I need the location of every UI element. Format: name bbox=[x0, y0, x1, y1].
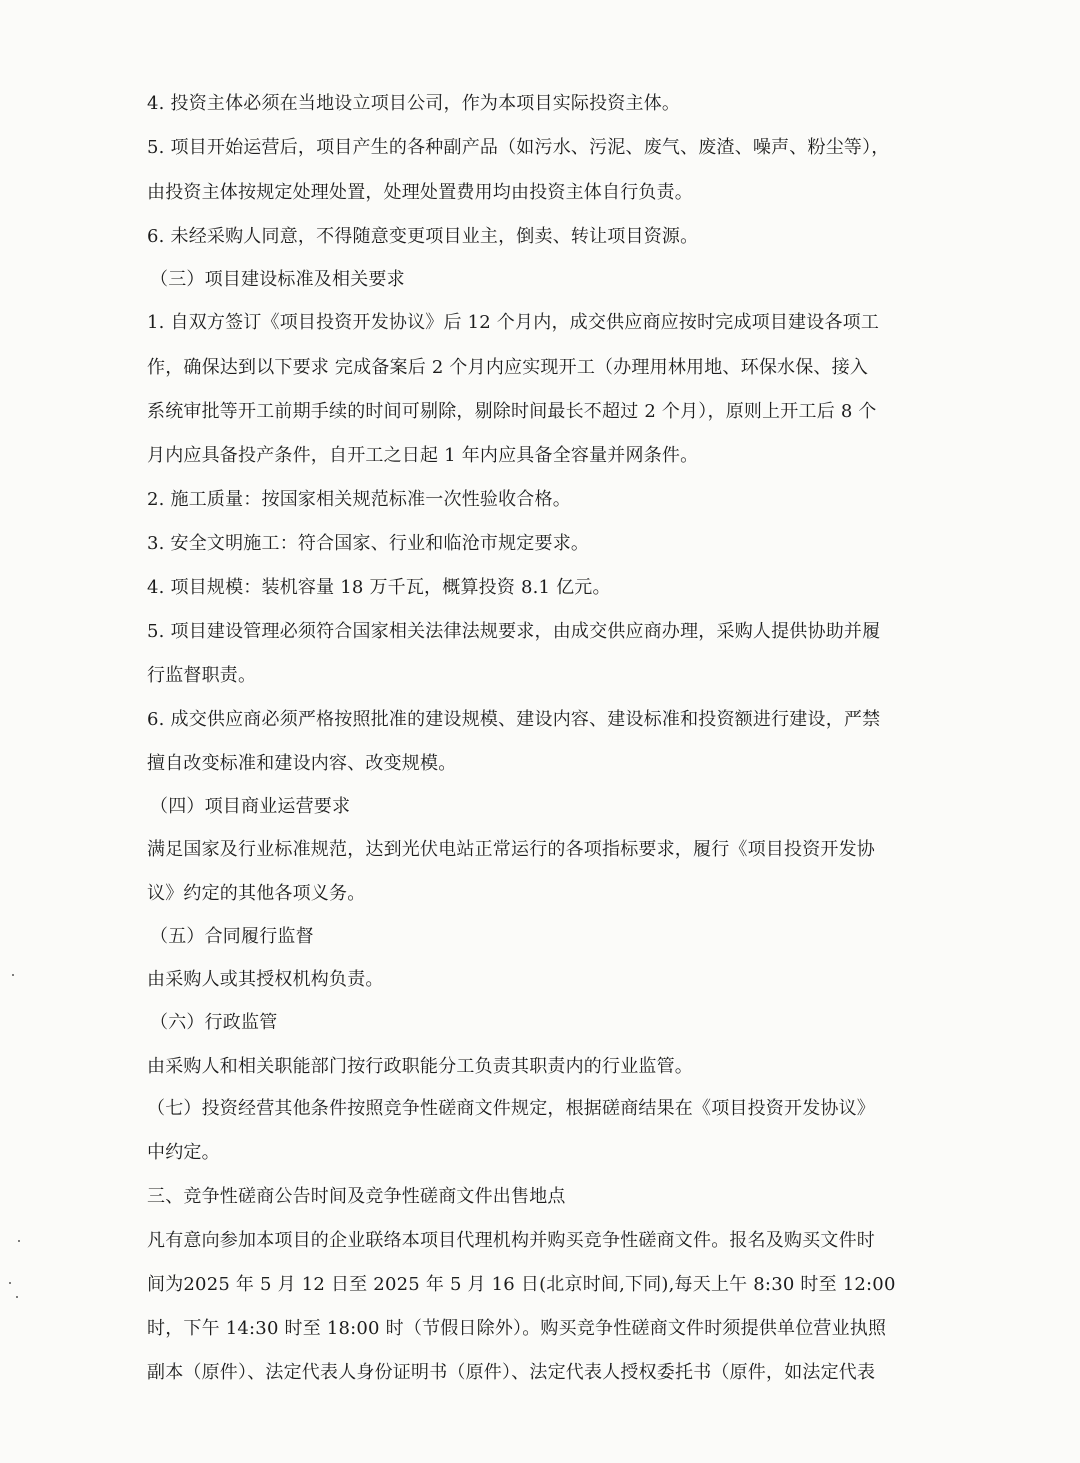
scan-speck bbox=[16, 1296, 18, 1298]
text-line: 中约定。 bbox=[147, 1142, 220, 1163]
text-line: 5. 项目开始运营后，项目产生的各种副产品（如污水、污泥、废气、废渣、噪声、粉尘等）， bbox=[147, 137, 890, 158]
text-line: 凡有意向参加本项目的企业联络本项目代理机构并购买竞争性磋商文件。报名及购买文件时 bbox=[147, 1230, 875, 1251]
text-line: 议》约定的其他各项义务。 bbox=[147, 883, 366, 904]
text-line: 4. 投资主体必须在当地设立项目公司，作为本项目实际投资主体。 bbox=[147, 93, 681, 114]
text-line: 5. 项目建设管理必须符合国家相关法律法规要求，由成交供应商办理，采购人提供协助并履 bbox=[147, 621, 881, 642]
text-line: （七）投资经营其他条件按照竞争性磋商文件规定，根据磋商结果在《项目投资开发协议》 bbox=[147, 1098, 875, 1119]
text-line: 副本（原件）、法定代表人身份证明书（原件）、法定代表人授权委托书（原件，如法定代表 bbox=[147, 1362, 876, 1383]
section-heading: （六）行政监管 bbox=[150, 1012, 278, 1033]
section-heading: （三）项目建设标准及相关要求 bbox=[150, 269, 405, 290]
text-line: 时，下午 14:30 时至 18:00 时（节假日除外）。购买竞争性磋商文件时须提供单位营业执照 bbox=[147, 1318, 887, 1339]
text-line: 2. 施工质量：按国家相关规范标准一次性验收合格。 bbox=[147, 489, 571, 510]
section-heading: （五）合同履行监督 bbox=[150, 926, 314, 947]
text-line: 由投资主体按规定处理处置，处理处置费用均由投资主体自行负责。 bbox=[147, 182, 693, 203]
text-line: 6. 未经采购人同意，不得随意变更项目业主，倒卖、转让项目资源。 bbox=[147, 226, 699, 247]
section-heading: 三、竞争性磋商公告时间及竞争性磋商文件出售地点 bbox=[147, 1186, 566, 1207]
scan-speck bbox=[9, 1282, 11, 1284]
text-line: 1. 自双方签订《项目投资开发协议》后 12 个月内，成交供应商应按时完成项目建设各项工 bbox=[147, 312, 880, 333]
text-line: 月内应具备投产条件，自开工之日起 1 年内应具备全容量并网条件。 bbox=[147, 445, 699, 466]
scan-speck bbox=[12, 974, 14, 976]
text-line: 擅自改变标准和建设内容、改变规模。 bbox=[147, 753, 457, 774]
text-line: 满足国家及行业标准规范，达到光伏电站正常运行的各项指标要求，履行《项目投资开发协 bbox=[147, 839, 875, 860]
text-line: 间为2025 年 5 月 12 日至 2025 年 5 月 16 日(北京时间,下同),每天上午 8:30 时至 12:00 bbox=[147, 1274, 896, 1295]
text-line: 4. 项目规模：装机容量 18 万千瓦，概算投资 8.1 亿元。 bbox=[147, 577, 611, 598]
section-heading: （四）项目商业运营要求 bbox=[150, 796, 351, 817]
text-line: 6. 成交供应商必须严格按照批准的建设规模、建设内容、建设标准和投资额进行建设，严禁 bbox=[147, 709, 881, 730]
scan-speck bbox=[18, 1240, 20, 1242]
text-line: 3. 安全文明施工：符合国家、行业和临沧市规定要求。 bbox=[147, 533, 590, 554]
text-line: 行监督职责。 bbox=[147, 665, 257, 686]
text-line: 由采购人和相关职能部门按行政职能分工负责其职责内的行业监管。 bbox=[147, 1056, 693, 1077]
text-line: 作，确保达到以下要求 完成备案后 2 个月内应实现开工（办理用林用地、环保水保、接入 bbox=[147, 357, 869, 378]
text-line: 系统审批等开工前期手续的时间可剔除，剔除时间最长不超过 2 个月），原则上开工后 8 个 bbox=[147, 401, 877, 422]
text-line: 由采购人或其授权机构负责。 bbox=[147, 969, 384, 990]
